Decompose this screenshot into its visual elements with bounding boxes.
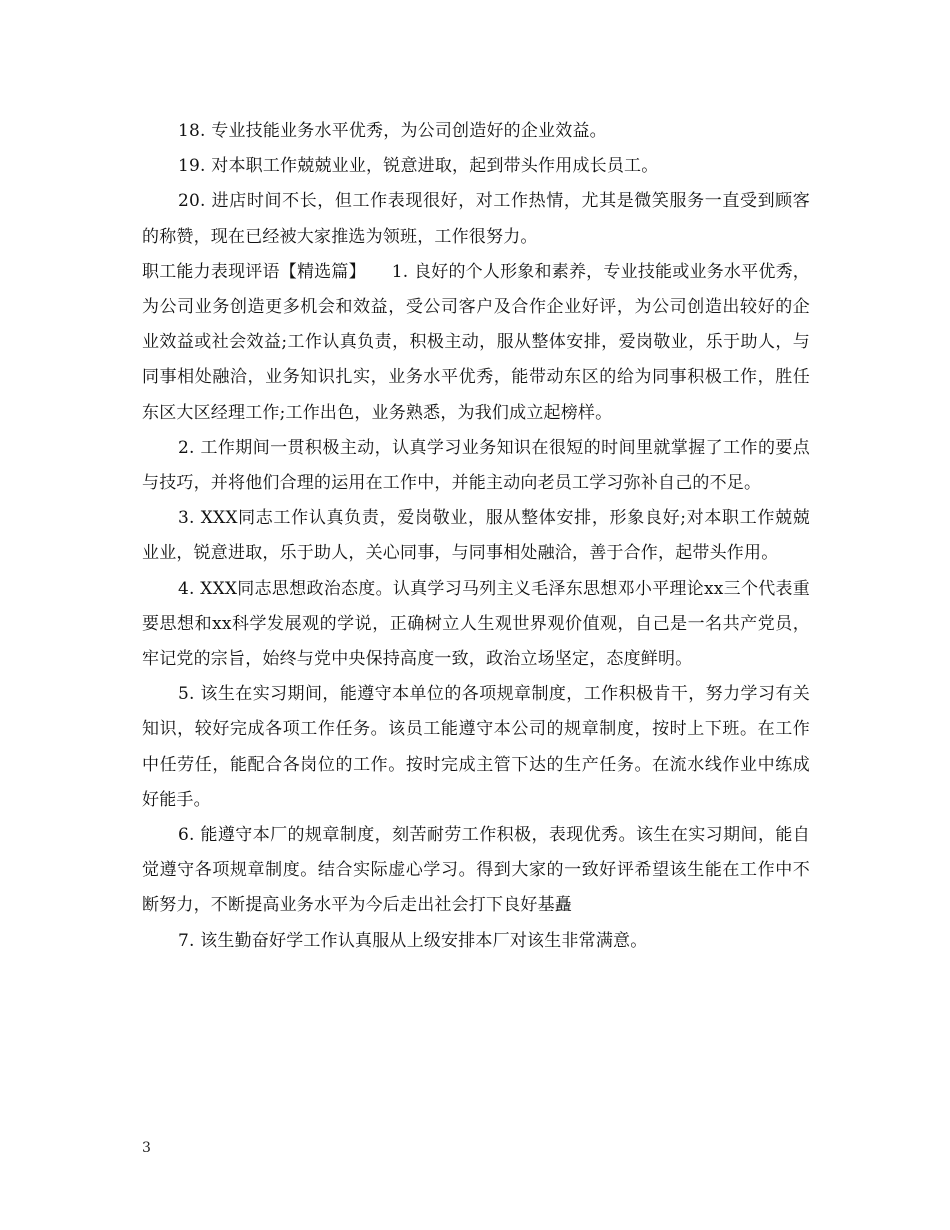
paragraph-3: 3. XXX同志工作认真负责，爱岗敬业，服从整体安排，形象良好;对本职工作兢兢业业，锐意进取，乐于助人，关心同事，与同事相处融洽，善于合作，起带头作用。 (142, 508, 810, 564)
paragraph-6: 6. 能遵守本厂的规章制度，刻苦耐劳工作积极，表现优秀。该生在实习期间，能自觉遵守各项规章制度。结合实际虚心学习。得到大家的一致好评希望该生能在工作中不断努力，不断提高业务水平为今后走出社会打下良好基矗 (142, 825, 810, 916)
paragraph-7: 7. 该生勤奋好学工作认真服从上级安排本厂对该生非常满意。 (178, 930, 648, 951)
paragraph-20: 20. 进店时间不长，但工作表现很好，对工作热情，尤其是微笑服务一直受到顾客的称赞，现在已经被大家推选为领班，工作很努力。 (142, 191, 810, 247)
paragraph-19: 19. 对本职工作兢兢业业，锐意进取，起到带头作用成长员工。 (178, 156, 659, 177)
paragraph-18: 18. 专业技能业务水平优秀，为公司创造好的企业效益。 (178, 121, 607, 141)
page-number: 3 (142, 1140, 151, 1156)
paragraph-2: 2. 工作期间一贯积极主动，认真学习业务知识在很短的时间里就掌握了工作的要点与技巧，并将他们合理的运用在工作中，并能主动向老员工学习弥补自己的不足。 (142, 437, 810, 494)
paragraph-5: 5. 该生在实习期间，能遵守本单位的各项规章制度，工作积极肯干，努力学习有关知识，较好完成各项工作任务。该员工能遵守本公司的规章制度，按时上下班。在工作中任劳任，能配合各岗位的工作。按时完成主管下达的生产任务。在流水线作业中练成好能手。 (142, 684, 810, 810)
document-body (142, 114, 810, 959)
section-heading-paragraph: 职工能力表现评语【精选篇】 1. 良好的个人形象和素养，专业技能或业务水平优秀，为公司业务创造更多机会和效益，受公司客户及合作企业好评，为公司创造出较好的企业效益或社会效益;工作认真负责，积极主动，服从整体安排，爱岗敬业，乐于助人，与同事相处融洽，业务知识扎实，业务水平优秀，能带动东区的给为同事积极工作，胜任东区大区经理工作;工作出色，业务熟悉，为我们成立起榜样。 (142, 261, 810, 423)
paragraph-4: 4. XXX同志思想政治态度。认真学习马列主义毛泽东思想邓小平理论xx三个代表重要思想和xx科学发展观的学说，正确树立人生观世界观价值观，自己是一名共产党员，牢记党的宗旨，始终与党中央保持高度一致，政治立场坚定，态度鲜明。 (142, 578, 810, 670)
